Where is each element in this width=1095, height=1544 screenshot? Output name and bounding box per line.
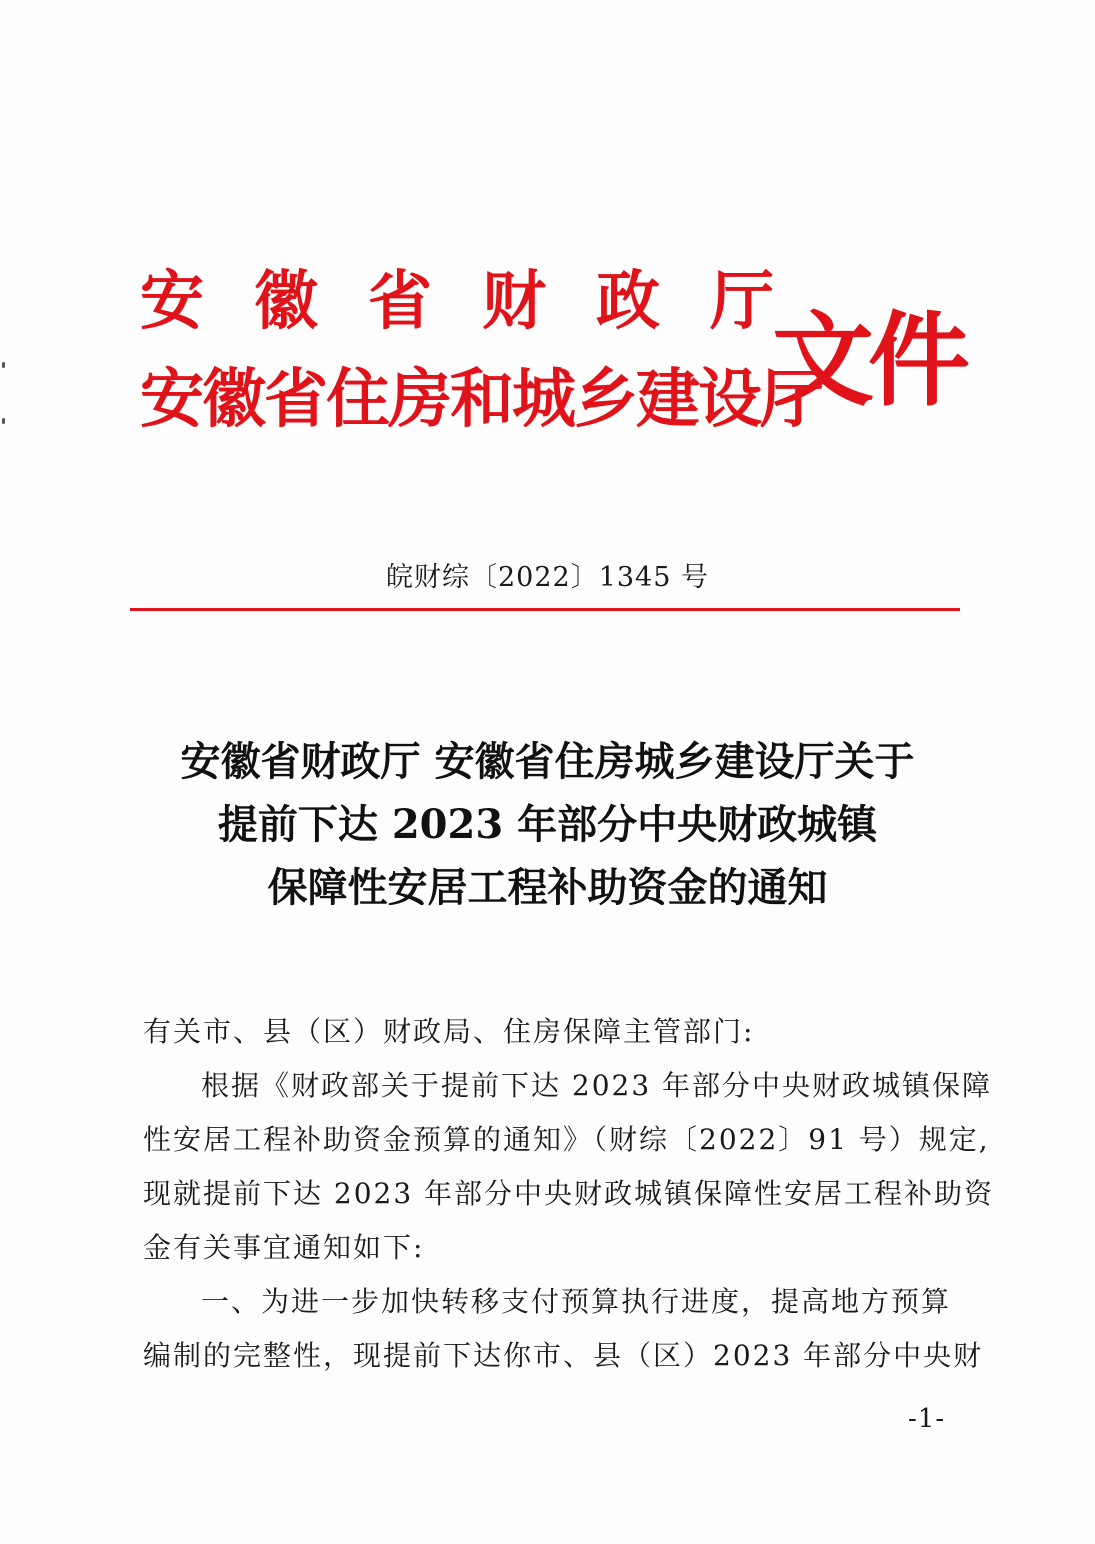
addressee: 有关市、县（区）财政局、住房保障主管部门: xyxy=(143,1015,755,1048)
issuer-housing-dept: 安徽省住房和城乡建设厅 xyxy=(140,362,822,437)
notice-title xyxy=(0,730,1095,919)
issuer-finance-dept: 安徽省财政厅 xyxy=(140,264,824,339)
title-line-2: 提前下达 2023 年部分中央财政城镇 xyxy=(217,801,878,848)
paragraph-1-line-3: 现就提前下达 2023 年部分中央财政城镇保障性安居工程补助资 xyxy=(143,1177,995,1210)
notice-body xyxy=(143,1005,995,1383)
document-type-label: 文件 xyxy=(772,301,964,421)
scan-edge-mark xyxy=(2,362,5,368)
paragraph-1-line-1: 根据《财政部关于提前下达 2023 年部分中央财政城镇保障 xyxy=(201,1069,993,1102)
title-line-3: 保障性安居工程补助资金的通知 xyxy=(267,864,828,911)
scan-edge-mark xyxy=(2,418,5,424)
paragraph-2-line-1: 一、为进一步加快转移支付预算执行进度，提高地方预算 xyxy=(201,1285,952,1318)
red-letterhead xyxy=(140,240,964,437)
title-line-1: 安徽省财政厅 安徽省住房城乡建设厅关于 xyxy=(180,738,915,785)
paragraph-1-line-2: 性安居工程补助资金预算的通知》（财综〔2022〕91 号）规定, xyxy=(143,1123,990,1156)
paragraph-2-line-2: 编制的完整性，现提前下达你市、县（区）2023 年部分中央财 xyxy=(143,1339,984,1372)
red-separator-line xyxy=(130,608,960,611)
paragraph-1-line-4: 金有关事宜通知如下: xyxy=(143,1231,425,1264)
page-number: -1- xyxy=(908,1404,946,1434)
document-number: 皖财综〔2022〕1345 号 xyxy=(385,562,709,593)
